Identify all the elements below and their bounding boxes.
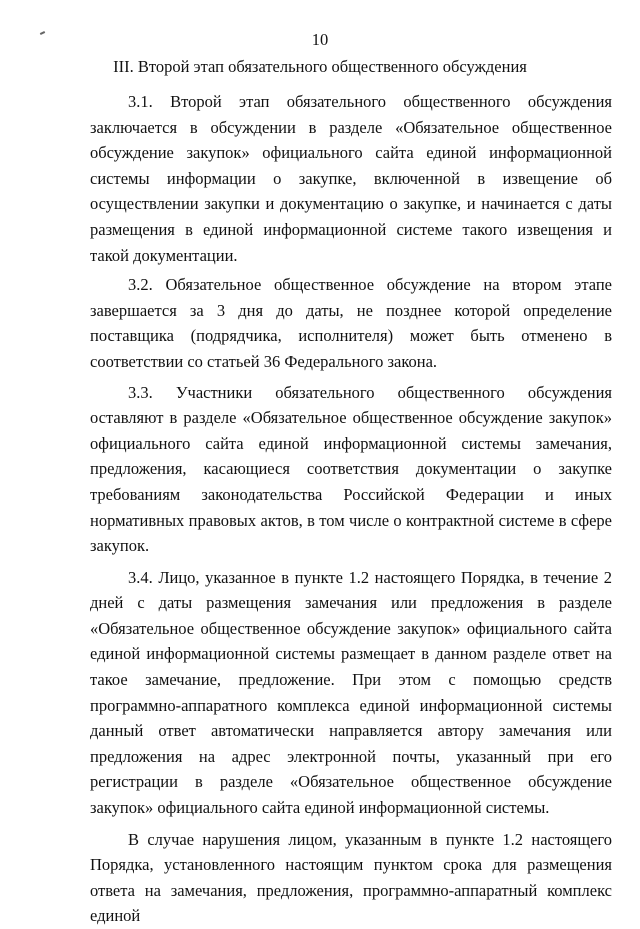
document-body [90, 89, 612, 929]
paragraph-3-4: 3.4. Лицо, указанное в пункте 1.2 настоящего Порядка, в течение 2 дней с даты размещения замечания или предложения в разделе «Обязательное общественное обсуждение закупок» официального сайта единой информационной системы размещает в данном разделе ответ на такое замечание, предложение. При этом с помощью средств программно-аппаратного комплекса единой информационной системы данный ответ автоматически направляется автору замечания или предложения на адрес электронной почты, указанный при его регистрации в разделе «Обязательное общественное обсуждение закупок» официального сайта единой информационной системы. [90, 567, 612, 818]
paragraph-violation: В случае нарушения лицом, указанным в пункте 1.2 настоящего Порядка, установленного настоящим пунктом срока для размещения ответа на замечания, предложения, программно-аппаратный комплекс единой [90, 829, 612, 926]
paragraph-3-1: 3.1. Второй этап обязательного общественного обсуждения заключается в обсуждении в разделе «Обязательное общественное обсуждение закупок» официального сайта единой информационной системы информации о закупке, включенной в извещение об осуществлении закупки и документацию о закупке, и начинается с даты размещения в единой информационной системе такого извещения и такой документации. [90, 92, 612, 265]
section-title: III. Второй этап обязательного общественного обсуждения [113, 57, 527, 76]
paragraph-3-2: 3.2. Обязательное общественное обсуждение на втором этапе завершается за 3 дня до даты, не позднее которой определение поставщика (подрядчика, исполнителя) может быть отменено в соответствии со статьей 36 Федерального закона. [90, 275, 612, 371]
page-number: 10 [311, 30, 329, 49]
paragraph-3-3: 3.3. Участники обязательного общественного обсуждения оставляют в разделе «Обязательное общественное обсуждение закупок» официального сайта единой информационной системы замечания, предложения, касающиеся соответствия документации о закупке требованиям законодательства Российской Федерации и иных нормативных правовых актов, в том числе о контрактной системе в сфере закупок. [90, 382, 612, 556]
